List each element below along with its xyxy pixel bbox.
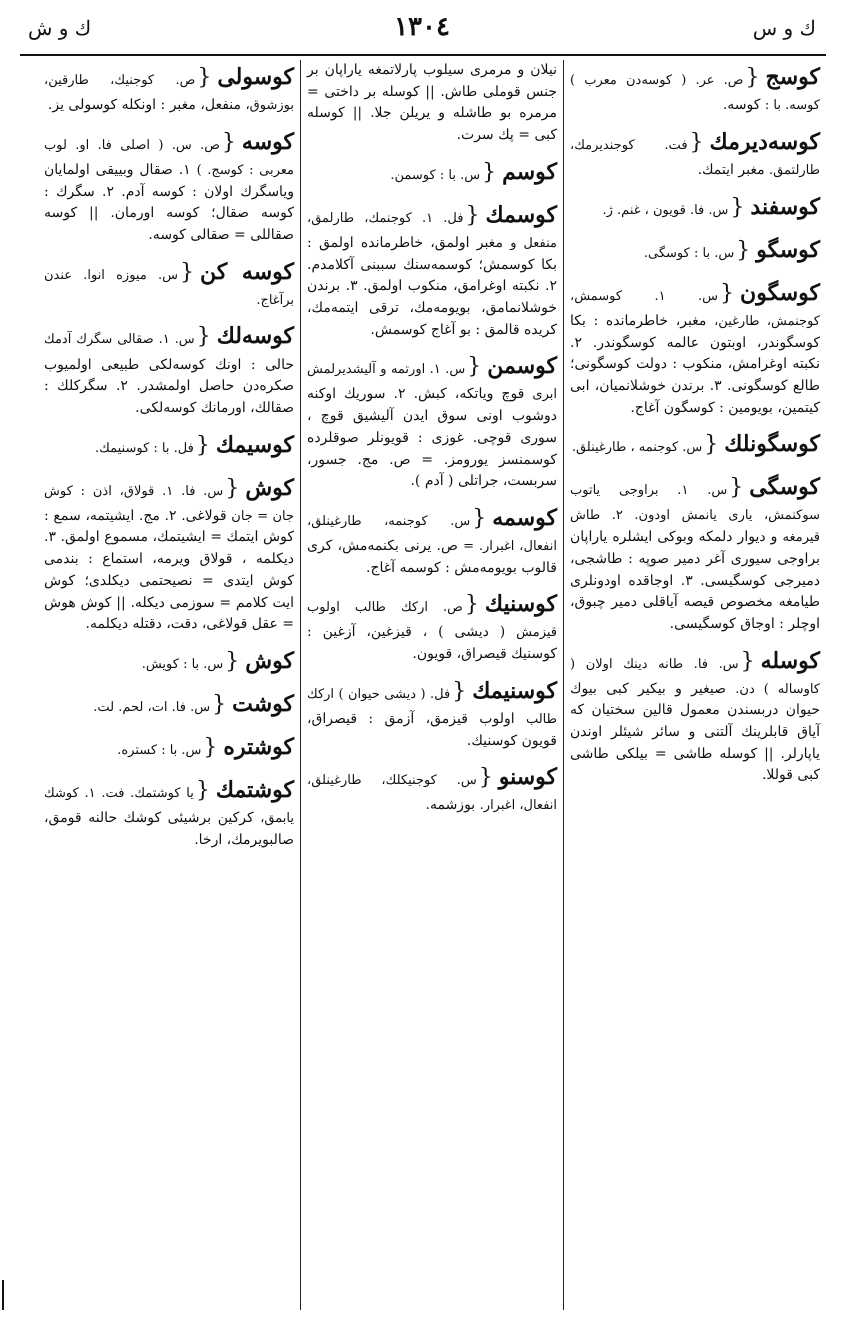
dictionary-entry [44,471,294,636]
brace-glyph: { [704,432,719,458]
column-2 [301,60,563,1310]
entry-grammar: ص. اركك طالب اولوب قيزمش [307,600,558,641]
dictionary-entry [570,60,820,117]
dictionary-entry [44,125,294,247]
entry-headword: كوسنيك [484,591,557,618]
entry-definition: قولاغى. ٢. مج. ايشيتمه، سمع : كوش ايتمك = ايشيتمك، مسموع اولمق. ٣. ديكلمه ، قولاق ويرمه، استماع : بندمى كوش ايتدى = نصيحتمى ديكلدى؛ كوش ايت كلامم = سوزمى ديكله. || كوش هوش = عقل قولاغى، دقت، دقتله ديكلمه. [44,507,294,633]
entry-headword: كوسگى [749,474,820,501]
brace-glyph: { [740,648,755,674]
entry-headword: كوسمه [492,504,557,531]
header-left-letters: ك و ش [28,16,92,40]
entry-definition: و ديوار دلمكه وبوكى ايشلره ياراپان براوجى سيورى آغر دمير صوپه : طاشجى، دميرجى كوسگيسى. ٣. اوجاقده اودونلرى طيامغه مخصوص قيصه آياقلى دمير چبوق، اوچلر : اوجاق كوسگيسى. [570,529,820,632]
brace-glyph: { [195,778,210,804]
dictionary-entry [570,276,820,420]
entry-grammar: ص. عر. ( كوسه‌دن معرب ) كوسه. با : [570,73,820,114]
dictionary-entry [44,319,294,419]
entry-headword: كوشتمك [215,777,294,804]
dictionary-entry [570,190,820,225]
entry-definition: نيلان و مرمرى سيلوب پارلاتمغه ياراپان بر جنس قوملى طاش. || كوسله بر داختى = مرمره بو طاشله و يريلن جلا. || كوسله كبى = پك سرت. [307,62,557,144]
header-right-letters: ك و س [752,16,816,40]
margin-mark [2,1280,4,1310]
brace-glyph: { [478,765,493,791]
brace-glyph: { [196,324,211,350]
entry-headword: كوش [245,474,295,501]
entry-headword: كوسه‌ديرمك [709,128,820,155]
entry-grammar: س. ١. كوسمش، كوجنمش، طارغين، [570,288,820,329]
entry-grammar: ص. س. ( اصلى فا. او. لوب معربى : كوسج. ) [44,137,294,178]
entry-headword: كوسولى [217,64,294,90]
entry-grammar: فل. ( ديشى حيوان ) اركك طالب [307,686,557,727]
page-number: ١٣٠٤ [394,12,450,42]
entry-definition: كوسه. [722,97,761,114]
entry-grammar: س. كوجنمه، طارغينلق، انفعال، اغبرار. = [307,513,557,554]
entry-grammar: يا كوشتمك. فت. ١. كوشك يابمق، [44,786,294,827]
column-3 [38,60,300,1310]
dictionary-entry [44,644,294,679]
entry-definition: مغبر، خاطرمانده : بكا كوسگوندر، اوبتون عالمه كوسگوندر. ٢. نكبته اوغرامش، منكوب : دولت كوسگونى؛ طالع كوسگونى. ٣. برندن خوشلانميان، ابى كيتمين، بويومين : كوسگون آغاج. [570,312,821,416]
entry-headword: كوسگون [740,279,820,306]
brace-glyph: { [465,202,480,228]
entry-definition: اولوب قيزمق، آزمق : قيصراق، قويون كوسنيك. [307,710,557,749]
entry-grammar: س. كوجنمه ، طارغينلق. [571,440,703,456]
brace-glyph: { [745,65,760,90]
entry-definition: حالى : اونك كوسه‌لكى طبيعى اولميوب صكره‌دن حاصل اولمشدر. ٢. سگركلك : صقالك، اورمانك كوسه‌لكى. [44,356,294,416]
dictionary-entry [44,428,294,463]
entry-definition: منفعل، مغبر : اونكله كوسولى يز. [47,97,242,114]
entry-headword: كوشت [232,690,294,717]
entry-headword: كوسمك [485,201,558,228]
brace-glyph: { [225,648,240,674]
brace-glyph: { [467,354,482,380]
dictionary-entry [307,760,557,817]
brace-glyph: { [452,678,467,704]
brace-glyph: { [195,432,210,458]
entry-grammar: س. ١. صقالى سگرك آدمك [44,332,195,348]
dictionary-entry [307,155,557,190]
brace-glyph: { [179,259,194,285]
brace-glyph: { [221,129,236,155]
entry-headword: كوسگو [756,236,820,263]
entry-grammar: س. با : كستره. [117,743,202,759]
column-divider [563,60,564,1310]
text-columns [20,60,826,1310]
brace-glyph: { [225,475,240,501]
entry-grammar: فل. ١. كوجنمك، طارلمق، منفعل و [307,210,557,251]
brace-glyph: { [464,592,479,618]
entry-grammar: س. فا. ١. قولاق، اذن : كوش جان = جان [44,483,294,524]
brace-glyph: { [736,237,751,263]
entry-grammar: س. فا. ات، لحم. لت. [93,699,211,715]
entry-headword: كوسم [502,158,557,185]
brace-glyph: { [482,159,497,185]
entry-definition: قوچ وياتكه، كبش. ٢. سوريك اوكنه دوشوب اونى سوق ايدن آليشيق قوچ ، سورى قوچى. غوزى : قويونلر صوقلرده كوسمنسز يورومز. = ص. مج. جسور، سربست، جراتلى ( آدم ). [307,386,557,490]
brace-glyph: { [689,129,704,155]
entry-definition: مغبر ايتمك. [697,161,765,178]
entry-definition: بوزشمه. [425,797,476,814]
entry-headword: كوش [245,647,294,674]
entry-definition: صيغير و بيكير كبى بيوك حيوان دربسندن معمول قالين سختيان كه آياق قابلرينك آلتنى و سائر شيئلر اوندن ياپارلر. || كوسله طاشى = بيلكى طاشى كبى قوللا. [570,680,820,784]
dictionary-entry [570,644,820,788]
entry-grammar: س. با : كويش. [141,656,224,672]
dictionary-entry [44,255,294,312]
brace-glyph: { [212,691,227,717]
dictionary-entry [44,773,294,851]
entry-headword: كوسمن [487,353,557,380]
dictionary-entry [44,730,294,765]
header-rule [20,54,826,56]
entry-grammar: فت. كوجنديرمك، طارلتمق. [570,137,820,178]
entry-grammar: س. با : كوسگى. [643,245,735,261]
entry-grammar: س. كوجنيكلك، طارغينلق، انفعال، اغبرار. [307,773,557,814]
dictionary-entry [307,349,557,493]
entry-headword: كوسنو [498,764,557,791]
dictionary-entry [44,60,294,117]
dictionary-entry [307,60,557,147]
dictionary-entry [570,427,820,462]
entry-headword: كوسه [241,128,294,155]
entry-grammar: س. ميوزه انوا. عندن برآغاج. [44,267,294,308]
page-header [22,10,822,50]
entry-grammar: فل. با : كوسنيمك. [95,440,194,456]
entry-definition: ( ديشى ) ، قيزغين، آزغين : كوسنيك قيصراق، قويون. [307,624,557,663]
dictionary-entry [307,198,557,342]
entry-headword: كوسگونلك [724,431,820,458]
brace-glyph: { [197,65,212,90]
brace-glyph: { [203,735,218,761]
entry-definition: ص. يرنى بكنمه‌مش، كرى قالوب بويومه‌مش : كوسمه آغاج. [307,538,557,576]
dictionary-entry [570,470,820,635]
brace-glyph: { [729,475,744,501]
entry-definition: ١. صقال وبييقى اولمايان وياسگرك اولان : كوسه آدم. ٢. سگرك : كوسه صقال؛ كوسه اورمان. || كوسه صقاللى = صقالى كوسه. [44,161,294,243]
entry-headword: كوشتره [223,734,294,761]
entry-grammar: ص. كوجنيك، طارقين، بوزشوق، [44,73,294,114]
entry-definition: مغبر اولمق، خاطرمانده اولمق : بكا كوسمش؛ كوسمه‌سنك سببنى آكلامدم. ٢. نكبته اوغرامق، منكوب اولمق. ٣. برندن خوشلانمامق، بويومه‌مك، ترقى ايتمه‌مك، كريده قالمق : بو آغاج كوسمش. [307,234,557,338]
dictionary-entry [570,125,820,182]
entry-grammar: س. ١. براوجى ياتوب سوكنمش، يارى يانمش اودون. ٢. طاش قيرمغه [570,483,820,546]
entry-grammar: س. فا. طانه دينك اولان ( كاوساله ) دن. [570,656,820,697]
entry-grammar: س. فا. قويون ، غنم. ژ. [602,202,729,218]
entry-headword: كوسله [760,647,820,674]
entry-grammar: س. با : كوسمن. [390,167,481,183]
brace-glyph: { [720,280,735,306]
entry-grammar: س. ١. اورتمه و آليشديرلمش ابرى [307,362,557,403]
dictionary-entry [307,501,557,579]
column-1 [564,60,826,1310]
dictionary-entry [307,674,557,752]
entry-headword: كوسفند [750,193,820,220]
entry-headword: كوسيمك [215,431,294,458]
entry-definition: كركين برشيئى كوشك حالنه قومق، صالبويرمك، ارخا. [44,810,294,848]
brace-glyph: { [472,505,487,531]
column-divider [300,60,301,1310]
entry-headword: كوسنيمك [472,677,557,704]
entry-headword: كوسه كن [199,258,294,285]
dictionary-entry [44,687,294,722]
brace-glyph: { [730,194,745,220]
dictionary-entry [570,233,820,268]
entry-headword: كوسه‌لك [216,323,294,350]
dictionary-entry [307,587,557,665]
entry-headword: كوسج [765,64,820,90]
